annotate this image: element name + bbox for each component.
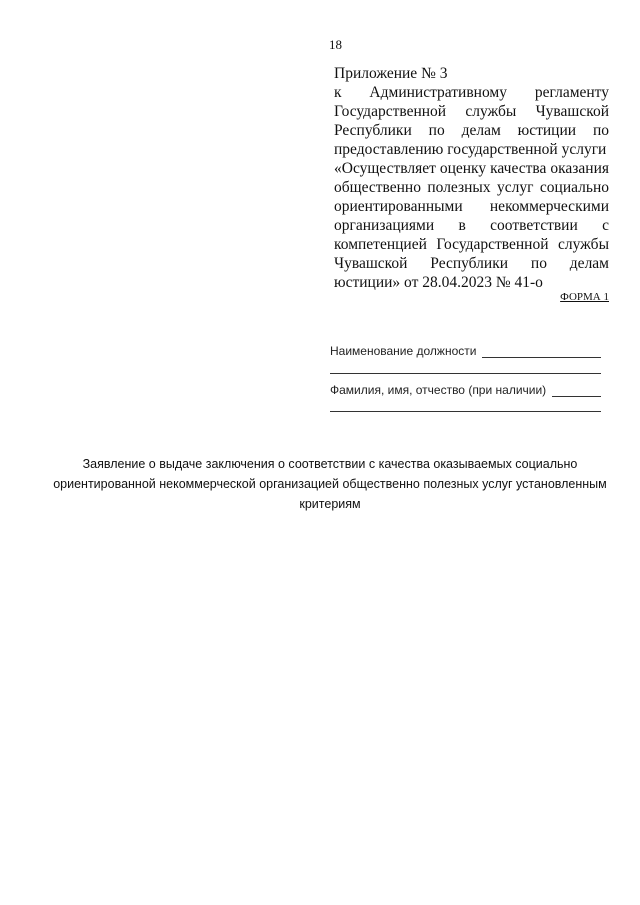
fio-field: [330, 379, 601, 397]
appendix-line: предоставлению государственной услуги: [334, 141, 607, 158]
appendix-block: [334, 64, 609, 292]
appendix-line: Чувашской Республики по делам: [334, 255, 609, 272]
position-field: [330, 340, 601, 358]
title-line-2: ориентированной некоммерческой организацией общественно полезных услуг установленным: [53, 477, 607, 491]
appendix-line: юстиции» от 28.04.2023 № 41-о: [334, 274, 543, 291]
page-number: 18: [329, 37, 342, 52]
form-label: ФОРМА 1: [560, 291, 609, 303]
position-label: Наименование должности: [330, 344, 477, 358]
appendix-line: компетенцией Государственной службы: [334, 236, 609, 253]
appendix-line: ориентированными некоммерческими: [334, 198, 609, 215]
appendix-line: к Административному регламенту: [334, 84, 609, 101]
fio-second-line[interactable]: [330, 411, 601, 412]
position-input-line[interactable]: [482, 345, 601, 358]
document-title: [40, 454, 620, 514]
appendix-line: Приложение № 3: [334, 65, 448, 82]
appendix-line: организациями в соответствии с: [334, 217, 609, 234]
appendix-line: Республики по делам юстиции по: [334, 122, 609, 139]
appendix-line: общественно полезных услуг социально: [334, 179, 609, 196]
fio-input-line[interactable]: [552, 384, 601, 397]
position-second-line[interactable]: [330, 373, 601, 374]
title-line-3: критериям: [299, 497, 361, 511]
title-line-1: Заявление о выдаче заключения о соответствии с качества оказываемых социально: [82, 457, 578, 471]
appendix-line: «Осуществляет оценку качества оказания: [334, 160, 609, 177]
appendix-line: Государственной службы Чувашской: [334, 103, 609, 120]
fio-label: Фамилия, имя, отчество (при наличии): [330, 383, 547, 397]
